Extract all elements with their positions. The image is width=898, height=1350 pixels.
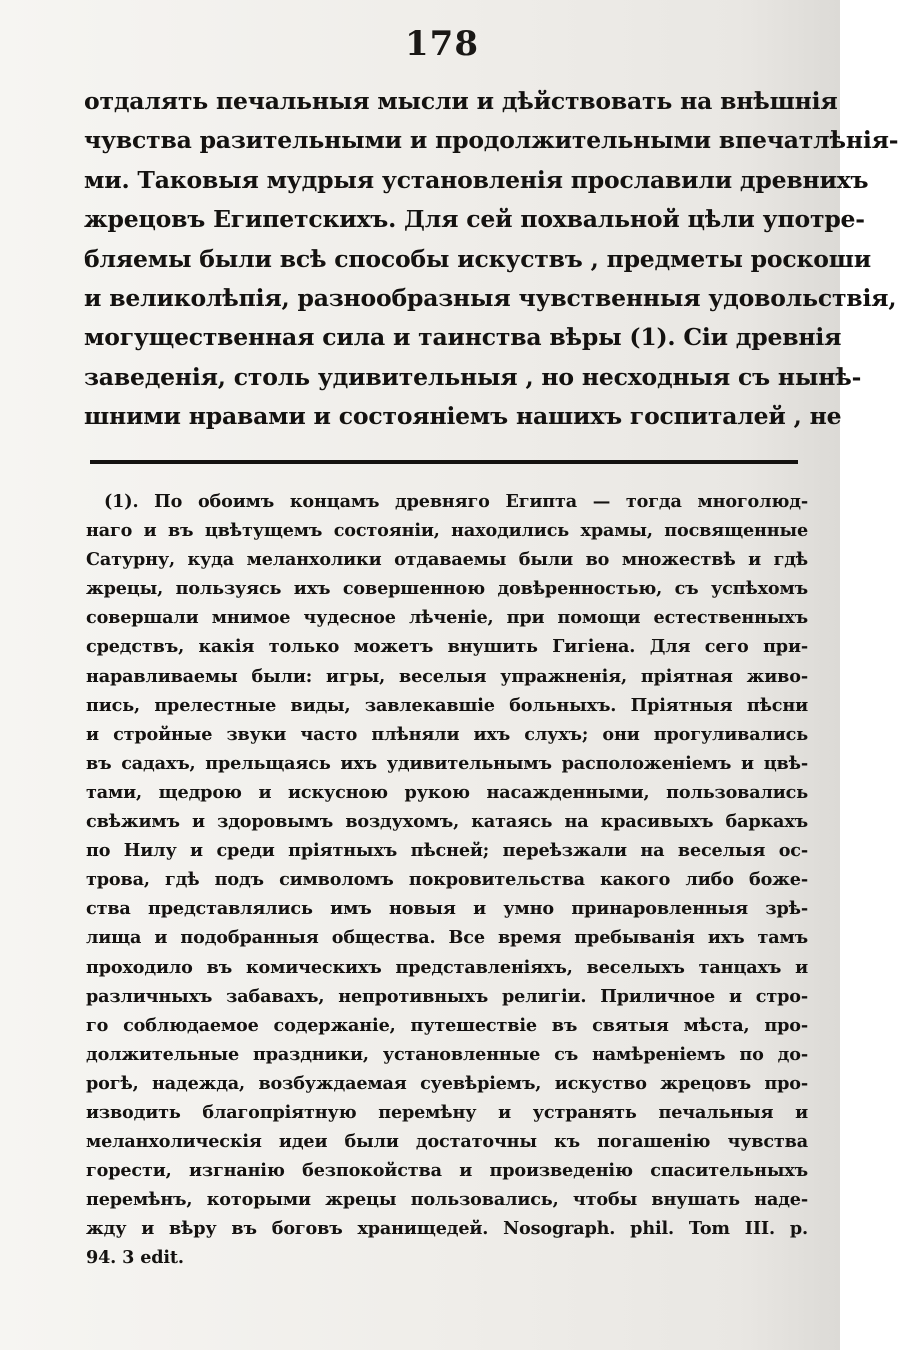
footnote-line: совершали мнимое чудесное лѣченіе, при помощи естественныхъ bbox=[86, 607, 808, 629]
main-text-line: заведенія, столь удивительныя , но несходныя съ нынѣ- bbox=[84, 362, 862, 391]
footnote-line: наравливаемы были: игры, веселыя упражненія, пріятная живо- bbox=[86, 665, 808, 687]
footnote-line: и стройные звуки часто плѣняли ихъ слухъ; они прогуливались bbox=[86, 723, 808, 745]
footnote-line: (1). По обоимъ концамъ древняго Египта — тогда многолюд- bbox=[104, 491, 808, 512]
footnote-line: наго и въ цвѣтущемъ состояніи, находились храмы, посвященные bbox=[86, 520, 808, 542]
footnote-block bbox=[86, 487, 808, 1273]
footnote-line: меланхолическія идеи были достаточны къ погашенію чувства bbox=[86, 1131, 808, 1153]
footnote-line: тами, щедрою и искусною рукою насажденными, пользовались bbox=[86, 781, 808, 803]
main-text-line: ми. Таковыя мудрыя установленія прославили древнихъ bbox=[84, 165, 869, 194]
main-text-line: могущественная сила и таинства вѣры (1). Сіи древнія bbox=[84, 323, 842, 352]
main-text-block bbox=[84, 82, 898, 437]
footnote-line: свѣжимъ и здоровымъ воздухомъ, катаясь на красивыхъ баркахъ bbox=[86, 811, 808, 833]
footnote-line: рогѣ, надежда, возбуждаемая суевѣріемъ, искуство жрецовъ про- bbox=[86, 1072, 808, 1094]
footnote-line: должительные праздники, установленные съ намѣреніемъ по до- bbox=[86, 1043, 808, 1065]
main-text-line: и великолѣпія, разнообразныя чувственныя удовольствія, bbox=[84, 284, 897, 313]
footnote-line: проходило въ комическихъ представленіяхъ, веселыхъ танцахъ и bbox=[86, 956, 808, 978]
footnote-line: жрецы, пользуясь ихъ совершенною довѣренностью, съ успѣхомъ bbox=[86, 578, 808, 600]
footnote-line: средствъ, какія только можетъ внушить Гигіена. Для сего при- bbox=[86, 636, 808, 658]
main-text-line: шними нравами и состояніемъ нашихъ госпиталей , не bbox=[84, 402, 842, 431]
footnote-line: перемѣнъ, которыми жрецы пользовались, чтобы внушать наде- bbox=[86, 1189, 808, 1211]
footnote-line: трова, гдѣ подъ символомъ покровительства какого либо боже- bbox=[86, 869, 808, 891]
footnote-line: различныхъ забавахъ, непротивныхъ религіи. Приличное и стро- bbox=[86, 985, 808, 1007]
main-text-line: бляемы были всѣ способы искуствъ , предметы роскоши bbox=[84, 244, 872, 273]
footnote-line: изводить благопріятную перемѣну и устранять печальныя и bbox=[86, 1101, 808, 1123]
footnote-line: 94. 3 edit. bbox=[86, 1247, 184, 1269]
footnote-line: горести, изгнанію безпокойства и произведенію спасительныхъ bbox=[86, 1160, 808, 1182]
footnote-line: ства представлялись имъ новыя и умно принаровленныя зрѣ- bbox=[86, 898, 808, 920]
footnote-separator-rule bbox=[90, 460, 798, 464]
footnote-line: го соблюдаемое содержаніе, путешествіе въ святыя мѣста, про- bbox=[86, 1014, 808, 1036]
footnote-line: по Нилу и среди пріятныхъ пѣсней; переѣзжали на веселыя ос- bbox=[86, 840, 808, 862]
main-text-line: отдалять печальныя мысли и дѣйствовать на внѣшнія bbox=[84, 87, 838, 115]
main-text-line: жрецовъ Египетскихъ. Для сей похвальной цѣли употре- bbox=[84, 205, 865, 234]
footnote-line: лища и подобранныя общества. Все время пребыванія ихъ тамъ bbox=[86, 927, 808, 949]
footnote-line: жду и вѣру въ боговъ хранищедей. Nosograph. phil. Tom III. p. bbox=[86, 1218, 808, 1240]
footnote-line: пись, прелестные виды, завлекавшіе больныхъ. Пріятныя пѣсни bbox=[86, 694, 808, 716]
main-text-line: чувства разительными и продолжительными впечатлѣнія- bbox=[84, 126, 898, 155]
footnote-line: Сатурну, куда меланхолики отдаваемы были во множествѣ и гдѣ bbox=[86, 549, 808, 571]
page-number: 178 bbox=[405, 24, 479, 64]
footnote-line: въ садахъ, прельщаясь ихъ удивительнымъ расположеніемъ и цвѣ- bbox=[86, 752, 808, 774]
